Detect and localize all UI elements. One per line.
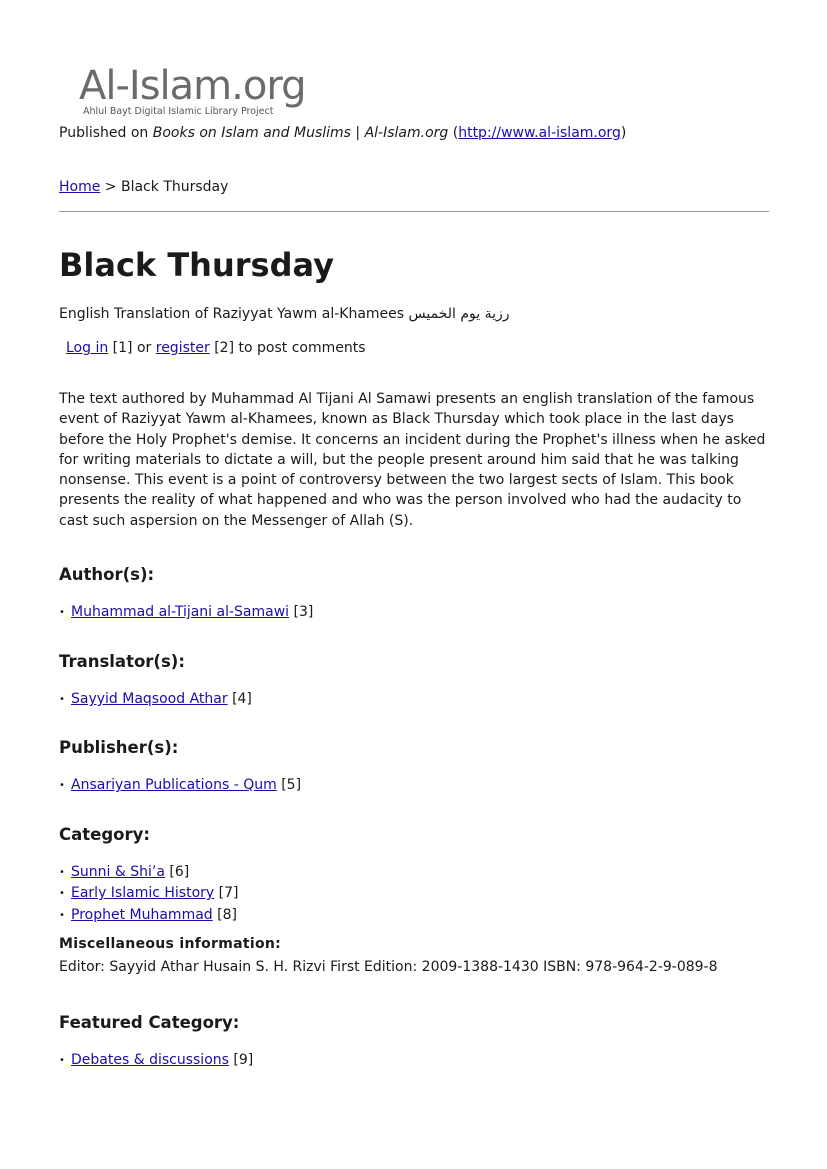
translators-list <box>59 689 252 710</box>
bullet-icon: • <box>59 867 65 878</box>
misc-info-heading: Miscellaneous information: <box>59 936 282 952</box>
breadcrumb <box>59 179 228 195</box>
featured-category-list <box>59 1050 253 1071</box>
list-item <box>59 905 238 926</box>
featured-category-heading: Featured Category: <box>59 1013 240 1032</box>
book-description: The text authored by Muhammad Al Tijani Al Samawi presents an english translation of the famous event of Raziyyat Yawm al-Khamees, known as Black Thursday which took place in the last days before the Holy Prophet's demise. It concerns an incident during the Prophet's illness when he asked for writing materials to dictate a will, but the people present around him said that he was talking nonsense. This event is a point of controversy between the two largest sects of Islam. This book presents the reality of what happened and who was the person involved who had the audacity to cast such aspersion on the Messenger of Allah (S). <box>59 391 766 529</box>
login-link[interactable]: Log in <box>66 340 109 356</box>
list-item <box>59 1050 253 1071</box>
list-item <box>59 883 238 904</box>
bullet-icon: • <box>59 780 65 791</box>
author-link[interactable]: Muhammad al-Tijani al-Samawi <box>71 604 290 620</box>
featured-category-link[interactable]: Debates & discussions <box>71 1052 229 1068</box>
site-logo <box>79 64 319 120</box>
breadcrumb-separator: > <box>104 179 117 195</box>
ref-number: [4] <box>232 691 252 707</box>
breadcrumb-home-link[interactable]: Home <box>59 179 101 195</box>
register-ref: [2] <box>214 340 235 356</box>
page-title: Black Thursday <box>59 246 334 284</box>
translators-heading: Translator(s): <box>59 652 185 671</box>
bullet-icon: • <box>59 607 65 618</box>
list-item <box>59 689 252 710</box>
publisher-link[interactable]: Ansariyan Publications - Qum <box>71 777 277 793</box>
or-text: or <box>136 340 152 356</box>
bullet-icon: • <box>59 909 65 921</box>
list-item <box>59 862 238 883</box>
publishers-heading: Publisher(s): <box>59 738 179 757</box>
list-item <box>59 602 313 623</box>
breadcrumb-current: Black Thursday <box>120 179 229 195</box>
published-prefix: Published on <box>59 125 149 141</box>
misc-info-text: Editor: Sayyid Athar Husain S. H. Rizvi First Edition: 2009-1388-1430 ISBN: 978-964-2-9-089-8 <box>59 959 718 975</box>
header-divider <box>59 211 769 212</box>
category-link[interactable]: Early Islamic History <box>71 885 215 902</box>
bullet-icon: • <box>59 694 65 705</box>
post-comments-text: to post comments <box>238 340 366 356</box>
category-list <box>59 862 238 926</box>
publishers-list <box>59 775 301 796</box>
list-item <box>59 775 301 796</box>
page-subtitle: English Translation of Raziyyat Yawm al-Khamees رزية يوم الخميس <box>59 306 510 322</box>
ref-number: [7] <box>218 885 239 902</box>
bullet-icon: • <box>59 1055 65 1066</box>
authors-heading: Author(s): <box>59 565 155 584</box>
logo-wordmark: Al-Islam.org <box>79 63 306 109</box>
translator-link[interactable]: Sayyid Maqsood Athar <box>71 691 228 707</box>
ref-number: [8] <box>217 906 237 923</box>
category-link[interactable]: Sunni & Shi’a <box>71 864 165 880</box>
category-heading: Category: <box>59 825 150 844</box>
published-site-name: Books on Islam and Muslims | Al-Islam.org <box>152 125 449 141</box>
login-prompt <box>66 340 366 356</box>
login-ref: [1] <box>112 340 133 356</box>
bullet-icon: • <box>59 888 65 900</box>
site-url-link[interactable]: http://www.al-islam.org <box>458 125 621 141</box>
logo-tagline: Ahlul Bayt Digital Islamic Library Project <box>83 106 274 117</box>
category-link[interactable]: Prophet Muhammad <box>71 906 213 923</box>
ref-number: [3] <box>293 604 314 620</box>
ref-number: [9] <box>233 1052 254 1068</box>
published-on-line: Published on Books on Islam and Muslims | Al-Islam.org (http://www.al-islam.org) <box>59 125 627 141</box>
authors-list <box>59 602 313 623</box>
ref-number: [5] <box>281 777 302 793</box>
register-link[interactable]: register <box>155 340 210 356</box>
ref-number: [6] <box>169 864 190 880</box>
